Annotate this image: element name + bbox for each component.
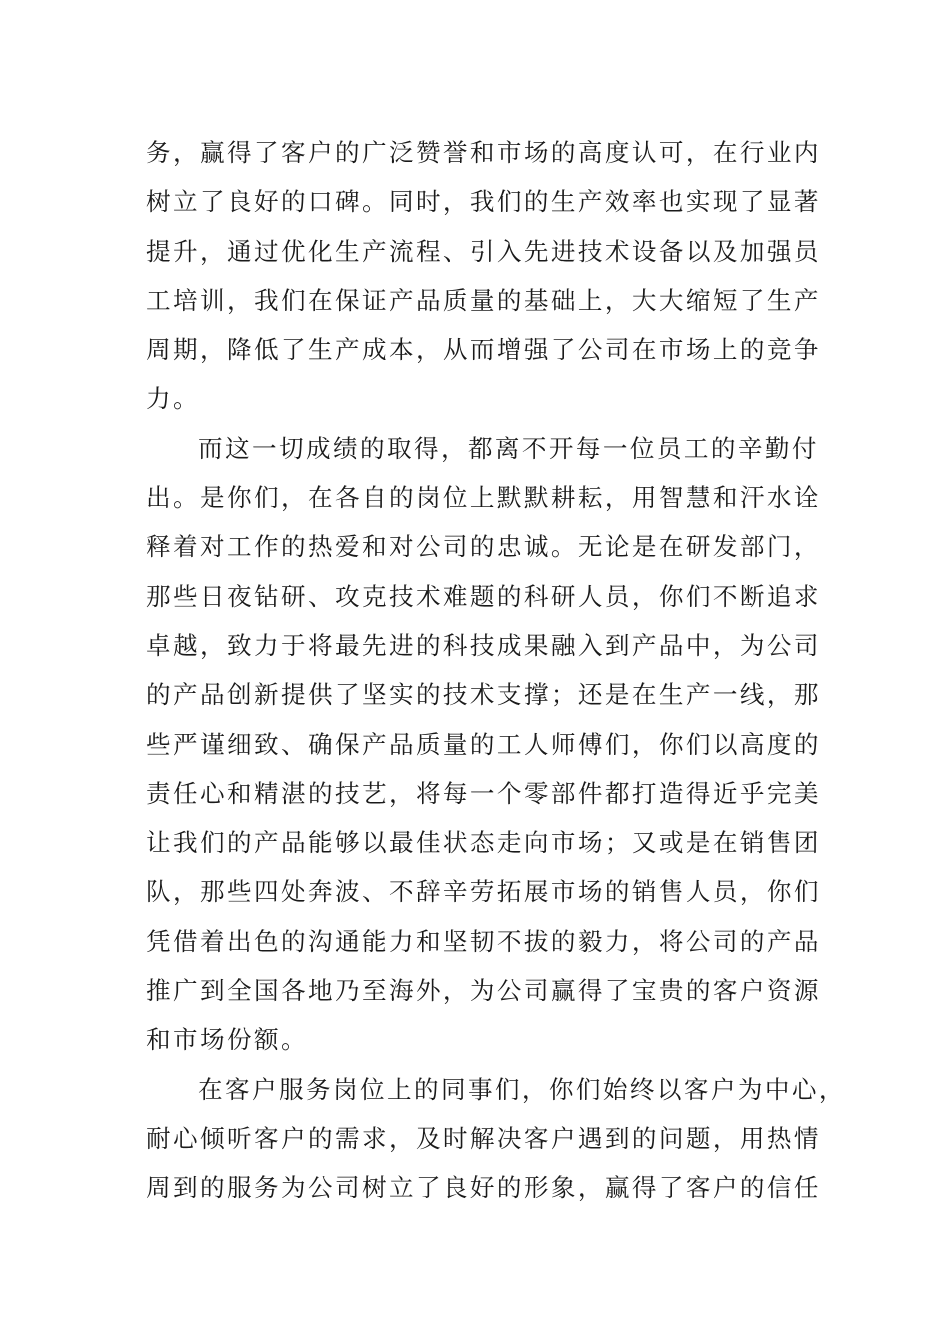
text-line: 树立了良好的口碑。同时，我们的生产效率也实现了显著 <box>146 187 821 217</box>
text-line: 力。 <box>146 384 200 414</box>
text-line: 释着对工作的热爱和对公司的忠诚。无论是在研发部门， <box>146 532 821 562</box>
text-line: 和市场份额。 <box>146 1025 308 1055</box>
text-line: 推广到全国各地乃至海外，为公司赢得了宝贵的客户资源 <box>146 976 821 1006</box>
text-line: 责任心和精湛的技艺，将每一个零部件都打造得近乎完美 <box>146 778 821 808</box>
text-line: 的产品创新提供了坚实的技术支撑；还是在生产一线，那 <box>146 680 821 710</box>
text-line: 卓越，致力于将最先进的科技成果融入到产品中，为公司 <box>146 630 821 660</box>
text-line: 务，赢得了客户的广泛赞誉和市场的高度认可，在行业内 <box>146 138 821 167</box>
paragraph-first-line: 而这一切成绩的取得，都离不开每一位员工的辛勤付 <box>198 433 819 463</box>
text-line: 提升，通过优化生产流程、引入先进技术设备以及加强员 <box>146 236 821 266</box>
text-line: 凭借着出色的沟通能力和坚韧不拔的毅力，将公司的产品 <box>146 926 821 956</box>
text-line: 队，那些四处奔波、不辞辛劳拓展市场的销售人员，你们 <box>146 877 821 907</box>
text-line: 周到的服务为公司树立了良好的形象，赢得了客户的信任 <box>146 1173 821 1203</box>
paragraph-first-line: 在客户服务岗位上的同事们，你们始终以客户为中心， <box>198 1074 846 1104</box>
text-line: 那些日夜钻研、攻克技术难题的科研人员，你们不断追求 <box>146 581 821 611</box>
text-line: 工培训，我们在保证产品质量的基础上，大大缩短了生产 <box>146 285 821 315</box>
text-line: 出。是你们，在各自的岗位上默默耕耘，用智慧和汗水诠 <box>146 483 821 513</box>
text-line: 让我们的产品能够以最佳状态走向市场；又或是在销售团 <box>146 828 821 858</box>
text-line: 些严谨细致、确保产品质量的工人师傅们，你们以高度的 <box>146 729 821 759</box>
text-line: 耐心倾听客户的需求，及时解决客户遇到的问题，用热情 <box>146 1123 821 1153</box>
text-line: 周期，降低了生产成本，从而增强了公司在市场上的竞争 <box>146 335 821 365</box>
document-body <box>146 128 846 1213</box>
